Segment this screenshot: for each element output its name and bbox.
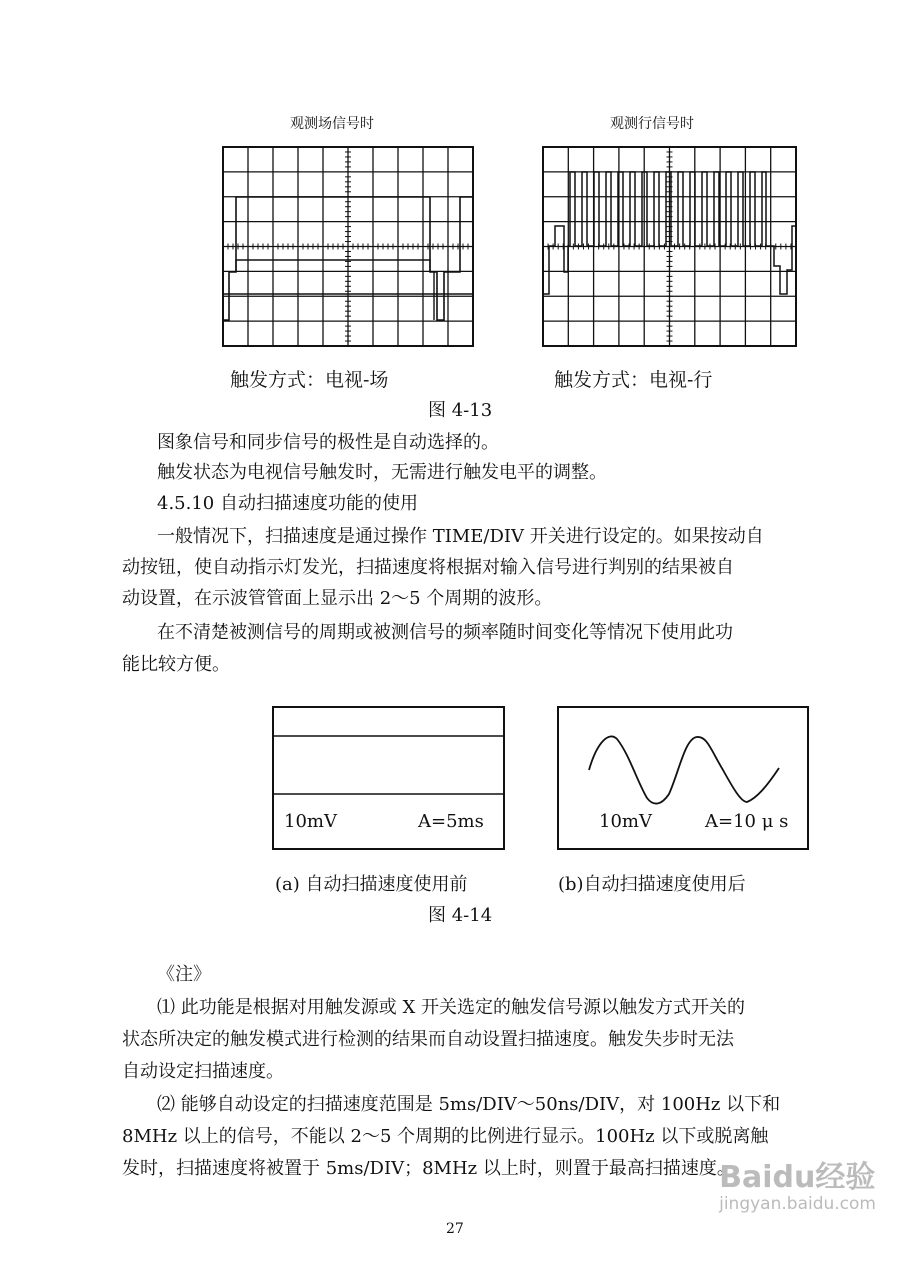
paragraph: 一般情况下，扫描速度是通过操作 TIME/DIV 开关进行设定的。如果按动自 [157,526,764,547]
watermark-url: jingyan.baidu.com [719,1194,876,1214]
paragraph: 在不清楚被测信号的周期或被测信号的频率随时间变化等情况下使用此功 [157,622,733,643]
paragraph: 图象信号和同步信号的极性是自动选择的。 [157,432,499,453]
note-line: 状态所决定的触发模式进行检测的结果而自动设置扫描速度。触发失步时无法 [122,1029,734,1050]
page-number: 27 [446,1221,464,1237]
note-line: 发时，扫描速度将被置于 5ms/DIV；8MHz 以上时，则置于最高扫描速度。 [122,1158,735,1179]
fig-left-title: 观测场信号时 [290,116,374,132]
volt-readout-b: 10mV [599,811,652,832]
note-line: 8MHz 以上的信号，不能以 2～5 个周期的比例进行显示。100Hz 以下或脱离触 [122,1126,769,1147]
watermark [719,1162,876,1214]
figure-label-4-13: 图 4-13 [428,400,493,421]
fig-b-caption: (b)自动扫描速度使用后 [558,874,746,895]
figure-label-4-14: 图 4-14 [428,905,493,926]
section-heading: 4.5.10 自动扫描速度功能的使用 [157,493,418,514]
note-line: ⑴ 此功能是根据对用触发源或 X 开关选定的触发信号源以触发方式开关的 [157,997,745,1018]
volt-readout-a: 10mV [284,811,337,832]
paragraph: 能比较方便。 [122,654,230,675]
note-line: 自动设定扫描速度。 [122,1061,284,1082]
time-readout-a: A=5ms [418,811,484,832]
paragraph: 动按钮，使自动指示灯发光，扫描速度将根据对输入信号进行判别的结果被自 [122,557,734,578]
paragraph: 动设置，在示波管管面上显示出 2～5 个周期的波形。 [122,588,553,609]
note-line: ⑵ 能够自动设定的扫描速度范围是 5ms/DIV～50ns/DIV，对 100Hz 以下和 [157,1094,781,1115]
notes-title: 《注》 [157,964,211,985]
watermark-brand: Baidu经验 [719,1160,876,1195]
paragraph: 触发状态为电视信号触发时，无需进行触发电平的调整。 [157,462,607,483]
fig-right-title: 观测行信号时 [610,116,694,132]
time-readout-b: A=10 μ s [705,811,789,832]
fig-a-caption: (a) 自动扫描速度使用前 [275,874,468,895]
oscilloscope-field-signal [222,146,474,347]
oscilloscope-line-signal [542,146,797,347]
fig-left-caption: 触发方式：电视-场 [230,369,389,391]
fig-right-caption: 触发方式：电视-行 [554,369,713,391]
